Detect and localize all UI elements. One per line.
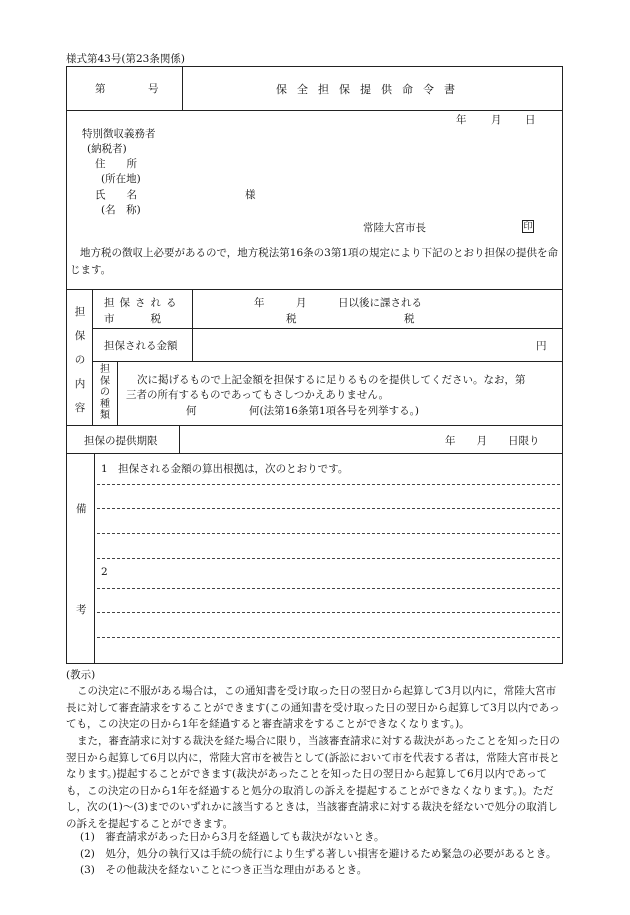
date-day: 日 xyxy=(525,114,536,126)
amount-unit: 円 xyxy=(536,340,547,352)
form-frame xyxy=(66,66,563,664)
taxed-tax-1: 税 xyxy=(286,313,297,325)
honorific-sama: 様 xyxy=(245,189,256,201)
remarks-dotted-line xyxy=(97,588,560,589)
security-side-divider xyxy=(92,289,93,425)
date-month: 月 xyxy=(491,114,502,126)
amount-row-bottom-line xyxy=(92,361,563,362)
date-year: 年 xyxy=(456,114,467,126)
notice-paragraph-2: また，審査請求に対する裁決を経た場合に限り，当該審査請求に対する裁決があったことを知った日の翌日から起算して6月以内に，常陸大宮市を被告として(訴訟において市を代表する者は，常陸大宮市長となります。)提起することができます(裁決があったことを知った日の翌日から起算して6月以内であっても，この決定の日から1年を経過すると処分の取消しの訴えを提起することができなくなります。)。ただし，次の(1)～(3)までのいずれかに該当するときは，当該審査請求に対する裁決を経ないで処分の取消しの訴えを提起することができます。 xyxy=(66,735,560,830)
amount-label: 担保される金額 xyxy=(104,340,178,352)
kind-text-line3: 何 何(法第16条第1項各号を列挙する。) xyxy=(186,405,419,417)
header-bottom-line xyxy=(66,110,563,111)
notice-item-3: (3) その他裁決を経ないことにつき正当な理由があるとき。 xyxy=(80,864,368,876)
security-top-line xyxy=(66,289,563,290)
deadline-label: 担保の提供期限 xyxy=(84,435,158,447)
notice-heading: (教示) xyxy=(66,669,96,681)
notice-item-2: (2) 処分，処分の執行又は手続の続行により生ずる著しい損害を避けるため緊急の必要があるとき。 xyxy=(80,848,557,860)
number-label-dai: 第 xyxy=(95,83,106,95)
deadline-bottom-line xyxy=(66,453,563,454)
kind-label: 担 保 の 種 類 xyxy=(100,364,110,421)
intro-text: 地方税の徴収上必要があるので，地方税法第16条の3第1項の規定により下記のとおり担保の提供を命じます。 xyxy=(70,247,559,276)
name-alt-label: (名 称) xyxy=(101,204,141,216)
number-label-go: 号 xyxy=(148,83,159,95)
remarks-side-divider xyxy=(94,453,95,664)
remarks-item-1: 1 担保される金額の算出根拠は，次のとおりです。 xyxy=(101,463,349,475)
taxed-label-line1: 担保される xyxy=(104,297,182,309)
notice-item-1: (1) 審査請求があった日から3月を経過しても裁決がないとき。 xyxy=(80,831,385,843)
name-label: 氏 名 xyxy=(95,189,137,201)
label-column-divider xyxy=(192,289,193,361)
security-bottom-line xyxy=(66,425,563,426)
remarks-dotted-line xyxy=(97,637,560,638)
taxed-label-line2: 市 税 xyxy=(104,313,166,325)
taxed-tax-2: 税 xyxy=(404,313,415,325)
kind-text-line1: 次に掲げるもので上記金額を担保するに足りるものを提供してください。なお，第 xyxy=(137,374,526,386)
address-label: 住 所 xyxy=(95,158,137,170)
kind-text-line2: 三者の所有するものであってもさしつかえありません。 xyxy=(126,389,390,401)
remarks-item-2: 2 xyxy=(101,566,108,578)
remarks-label-bi: 備 xyxy=(76,503,87,515)
remarks-dotted-line xyxy=(97,533,560,534)
header-divider xyxy=(182,66,183,110)
remarks-dotted-line xyxy=(97,484,560,485)
seal-mark: 印 xyxy=(523,222,533,232)
remarks-label-kou: 考 xyxy=(76,604,87,616)
deadline-value: 年 月 日限り xyxy=(445,435,540,447)
remarks-dotted-line xyxy=(97,508,560,509)
issuer-name: 常陸大宮市長 xyxy=(363,222,426,234)
security-side-label: 担 保 の 内 容 xyxy=(74,306,86,414)
addressee-role-alt: (納税者) xyxy=(87,143,127,155)
remarks-dotted-line xyxy=(97,612,560,613)
deadline-divider xyxy=(179,425,180,453)
document-title: 保全担保提供命令書 xyxy=(276,83,465,96)
form-reference: 様式第43号(第23条関係) xyxy=(66,53,185,65)
remarks-dotted-line xyxy=(97,558,560,559)
tax-row-bottom-line xyxy=(92,328,563,329)
taxed-period: 年 月 日以後に課される xyxy=(254,297,422,309)
kind-label-divider xyxy=(117,361,118,425)
notice-paragraph-1: この決定に不服がある場合は，この通知書を受け取った日の翌日から起算して3月以内に，常陸大宮市長に対して審査請求をすることができます(この通知書を受け取った日の翌日から起算して3月以内であっても，この決定の日から1年を経過すると審査請求をすることができなくなります。)。 xyxy=(66,685,560,730)
addressee-role: 特別徴収義務者 xyxy=(82,128,156,140)
address-alt-label: (所在地) xyxy=(101,173,141,185)
